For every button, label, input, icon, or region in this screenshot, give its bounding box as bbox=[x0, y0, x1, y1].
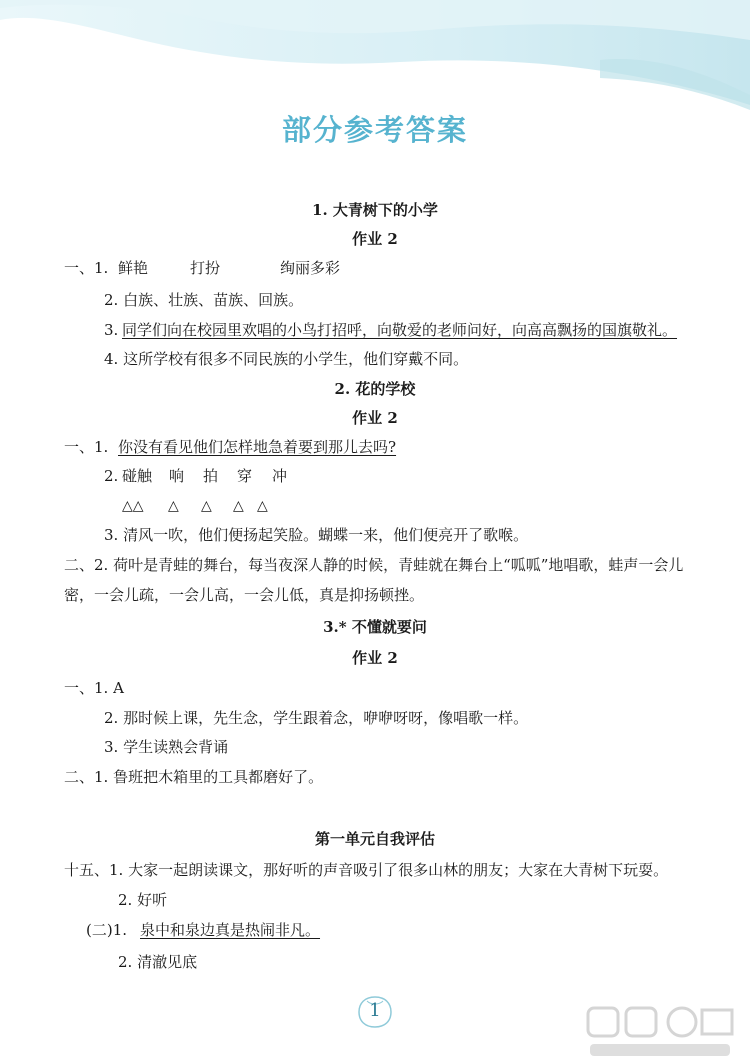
lesson2-q2-word-4: 穿 bbox=[237, 467, 253, 485]
lesson2-part2-line2: 密，一会儿疏，一会儿高，一会儿低，真是抑扬顿挫。 bbox=[64, 586, 425, 604]
unit1-q15-1: 十五、1. 大家一起朗读课文，那好听的声音吸引了很多山林的朋友；大家在大青树下玩耍。 bbox=[64, 861, 669, 879]
unit1-q15-2: 2. 好听 bbox=[118, 891, 168, 909]
lesson2-part2-line1: 二、2. 荷叶是青蛙的舞台，每当夜深人静的时候，青蛙就在舞台上“呱呱”地唱歌，蛙声一会儿 bbox=[64, 556, 684, 574]
lesson2-q2-mark-4: △ bbox=[233, 498, 244, 514]
lesson2-q2-word-1: 碰触 bbox=[122, 467, 153, 485]
lesson1-homework: 作业 2 bbox=[352, 230, 398, 248]
unit1-q2-1-answer: 泉中和泉边真是热闹非凡。 bbox=[140, 921, 321, 939]
lesson3-q2: 2. 那时候上课，先生念，学生跟着念，咿咿呀呀，像唱歌一样。 bbox=[104, 709, 529, 727]
lesson2-q1-label: 一、1. bbox=[64, 438, 109, 456]
lesson1-q2: 2. 白族、壮族、苗族、回族。 bbox=[104, 291, 304, 309]
lesson1-q3-label: 3. bbox=[104, 321, 119, 339]
watermark-logo bbox=[582, 1002, 742, 1060]
unit1-heading: 第一单元自我评估 bbox=[314, 830, 435, 848]
unit1-q2-2: 2. 清澈见底 bbox=[118, 953, 198, 971]
lesson2-q2-word-5: 冲 bbox=[272, 467, 288, 485]
lesson2-q1-answer: 你没有看见他们怎样地急着要到那儿去吗? bbox=[118, 438, 397, 456]
lesson2-q2-word-2: 响 bbox=[169, 467, 185, 485]
lesson1-q1-word-2: 打扮 bbox=[190, 259, 221, 277]
header-wave-background bbox=[0, 0, 750, 110]
lesson3-heading: 3.* 不懂就要问 bbox=[323, 618, 427, 636]
lesson2-q2-mark-3: △ bbox=[201, 498, 212, 514]
lesson2-heading: 2. 花的学校 bbox=[334, 380, 416, 398]
lesson1-q1-word-3: 绚丽多彩 bbox=[280, 259, 341, 277]
unit1-q2-1-label: (二)1. bbox=[86, 921, 128, 939]
lesson3-q1: 一、1. A bbox=[64, 679, 124, 697]
lesson2-q2-mark-5: △ bbox=[257, 498, 268, 514]
lesson1-heading: 1. 大青树下的小学 bbox=[312, 201, 438, 219]
lesson1-q1-label: 一、1. bbox=[64, 259, 109, 277]
lesson2-q2-mark-1: △△ bbox=[122, 498, 144, 514]
lesson2-homework: 作业 2 bbox=[352, 409, 398, 427]
page-number: 1 bbox=[369, 1000, 381, 1021]
lesson2-q2-word-3: 拍 bbox=[203, 467, 219, 485]
lesson2-q2-mark-2: △ bbox=[168, 498, 179, 514]
lesson2-q2-label: 2. bbox=[104, 467, 119, 485]
lesson2-q3: 3. 清风一吹，他们便扬起笑脸。蝴蝶一来，他们便亮开了歌喉。 bbox=[104, 526, 529, 544]
lesson3-q3: 3. 学生读熟会背诵 bbox=[104, 738, 229, 756]
lesson1-q4: 4. 这所学校有很多不同民族的小学生，他们穿戴不同。 bbox=[104, 350, 469, 368]
lesson3-homework: 作业 2 bbox=[352, 649, 398, 667]
lesson3-part2-q1: 二、1. 鲁班把木箱里的工具都磨好了。 bbox=[64, 768, 324, 786]
lesson1-q1-word-1: 鲜艳 bbox=[118, 259, 149, 277]
page-title: 部分参考答案 bbox=[281, 113, 468, 147]
lesson1-q3-answer: 同学们向在校园里欢唱的小鸟打招呼，向敬爱的老师问好，向高高飘扬的国旗敬礼。 bbox=[122, 321, 678, 339]
